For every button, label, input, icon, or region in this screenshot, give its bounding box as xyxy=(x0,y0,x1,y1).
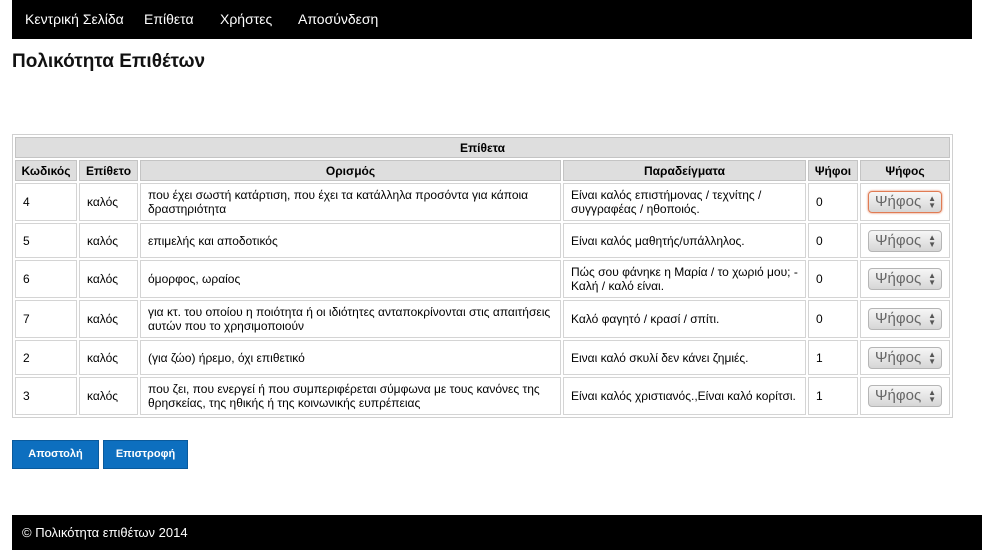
submit-button[interactable]: Αποστολή xyxy=(12,440,99,469)
cell-vote xyxy=(860,300,950,338)
top-navbar xyxy=(12,0,972,39)
cell-code: 6 xyxy=(15,260,77,298)
cell-examples: Καλό φαγητό / κρασί / σπίτι. xyxy=(563,300,806,338)
cell-examples: Είναι καλός χριστιανός.,Είναι καλό κορίτσι. xyxy=(563,377,806,415)
cell-examples: Ειναι καλό σκυλί δεν κάνει ζημιές. xyxy=(563,340,806,375)
cell-definition: που ζει, που ενεργεί ή που συμπεριφέρεται σύμφωνα με τους κανόνες της θρησκείας, της ηθικής ή της κοινωνικής ευπρέπειας xyxy=(140,377,561,415)
cell-adjective: καλός xyxy=(79,260,138,298)
nav-adjectives[interactable]: Επίθετα xyxy=(144,11,194,27)
cell-votes: 0 xyxy=(808,260,858,298)
cell-examples: Είναι καλός επιστήμονας / τεχνίτης / συγγραφέας / ηθοποιός. xyxy=(563,183,806,221)
cell-code: 3 xyxy=(15,377,77,415)
cell-definition: που έχει σωστή κατάρτιση, που έχει τα κατάλληλα προσόντα για κάποια δραστηριότητα xyxy=(140,183,561,221)
header-code: Κωδικός xyxy=(15,160,77,181)
header-examples: Παραδείγματα xyxy=(563,160,806,181)
cell-votes: 0 xyxy=(808,183,858,221)
cell-code: 4 xyxy=(15,183,77,221)
header-votes: Ψήφοι xyxy=(808,160,858,181)
cell-definition: (για ζώο) ήρεμο, όχι επιθετικό xyxy=(140,340,561,375)
cell-adjective: καλός xyxy=(79,300,138,338)
cell-vote xyxy=(860,377,950,415)
footer xyxy=(12,515,982,550)
cell-adjective: καλός xyxy=(79,377,138,415)
back-button[interactable]: Επιστροφή xyxy=(103,440,188,469)
table-row xyxy=(15,377,950,415)
vote-label: Ψήφος xyxy=(875,387,922,404)
vote-label: Ψήφος xyxy=(875,193,922,210)
cell-votes: 0 xyxy=(808,223,858,258)
cell-votes: 1 xyxy=(808,340,858,375)
cell-votes: 1 xyxy=(808,377,858,415)
spinner-arrows-icon[interactable]: ▲ ▼ xyxy=(928,311,936,327)
table-row xyxy=(15,340,950,375)
vote-stepper[interactable] xyxy=(868,268,942,290)
cell-adjective: καλός xyxy=(79,340,138,375)
footer-text: © Πολικότητα επιθέτων 2014 xyxy=(22,525,188,540)
nav-logout[interactable]: Αποσύνδεση xyxy=(298,11,379,27)
cell-adjective: καλός xyxy=(79,183,138,221)
cell-vote xyxy=(860,260,950,298)
cell-definition: επιμελής και αποδοτικός xyxy=(140,223,561,258)
cell-code: 5 xyxy=(15,223,77,258)
cell-code: 2 xyxy=(15,340,77,375)
cell-examples: Πώς σου φάνηκε η Μαρία / το χωριό μου; - Καλή / καλό είναι. xyxy=(563,260,806,298)
vote-label: Ψήφος xyxy=(875,310,922,327)
adjectives-table xyxy=(12,134,953,418)
cell-code: 7 xyxy=(15,300,77,338)
cell-vote xyxy=(860,340,950,375)
cell-vote xyxy=(860,223,950,258)
header-vote: Ψήφος xyxy=(860,160,950,181)
table-caption: Επίθετα xyxy=(15,137,950,158)
spinner-arrows-icon[interactable]: ▲ ▼ xyxy=(928,349,936,366)
table-row xyxy=(15,260,950,298)
cell-vote xyxy=(860,183,950,221)
header-definition: Ορισμός xyxy=(140,160,561,181)
table-row xyxy=(15,183,950,221)
vote-label: Ψήφος xyxy=(875,231,922,249)
vote-stepper[interactable] xyxy=(868,347,942,369)
spinner-arrows-icon[interactable]: ▲ ▼ xyxy=(928,232,936,249)
cell-examples: Είναι καλός μαθητής/υπάλληλος. xyxy=(563,223,806,258)
spinner-arrows-icon[interactable]: ▲ ▼ xyxy=(928,194,936,210)
nav-home[interactable]: Κεντρική Σελίδα xyxy=(25,11,124,27)
vote-label: Ψήφος xyxy=(875,270,922,287)
table-row xyxy=(15,223,950,258)
vote-stepper[interactable] xyxy=(868,230,942,252)
vote-stepper[interactable] xyxy=(868,308,942,330)
nav-users[interactable]: Χρήστες xyxy=(220,11,273,27)
vote-label: Ψήφος xyxy=(875,348,922,366)
vote-stepper[interactable] xyxy=(868,191,942,213)
spinner-arrows-icon[interactable]: ▲ ▼ xyxy=(928,271,936,287)
cell-votes: 0 xyxy=(808,300,858,338)
page-title: Πολικότητα Επιθέτων xyxy=(12,51,206,72)
cell-definition: όμορφος, ωραίος xyxy=(140,260,561,298)
cell-definition: για κτ. του οποίου η ποιότητα ή οι ιδιότητες ανταποκρίνονται στις απαιτήσεις αυτών που το χρησιμοποιούν xyxy=(140,300,561,338)
cell-adjective: καλός xyxy=(79,223,138,258)
table-row xyxy=(15,300,950,338)
header-adjective: Επίθετο xyxy=(79,160,138,181)
spinner-arrows-icon[interactable]: ▲ ▼ xyxy=(928,388,936,404)
vote-stepper[interactable] xyxy=(868,385,942,407)
